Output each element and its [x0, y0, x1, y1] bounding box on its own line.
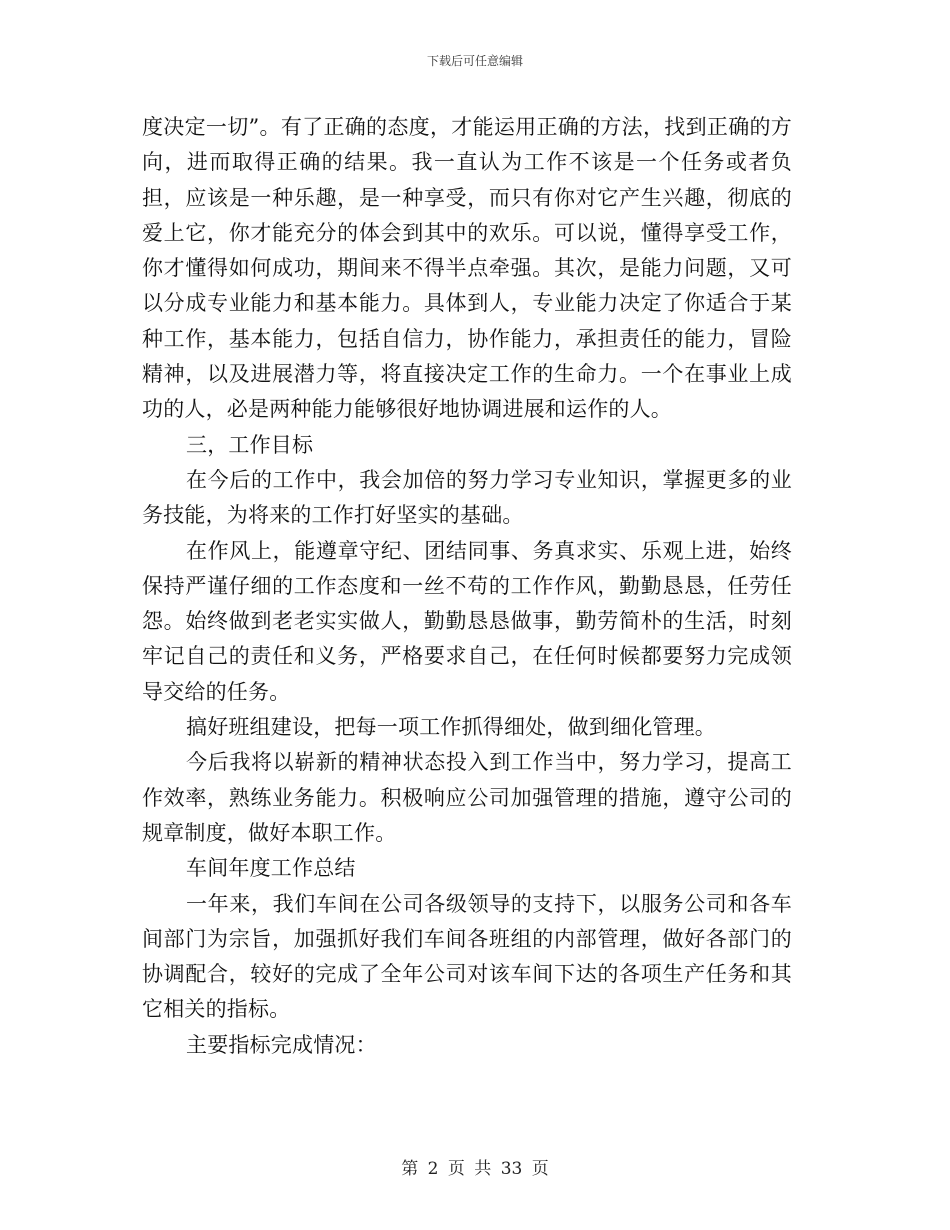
paragraph: 主要指标完成情况： — [186, 1032, 377, 1057]
paragraph: 在今后的工作中，我会加倍的努力学习专业知识，掌握更多的业务技能，为将来的工作打好坚实的基础。 — [142, 467, 792, 528]
paragraph: 在作风上，能遵章守纪、团结同事、务真求实、乐观上进，始终保持严谨仔细的工作态度和一丝不苟的工作作风，勤勤恳恳，任劳任怨。始终做到老老实实做人，勤勤恳恳做事，勤劳简朴的生活，时刻牢记自己的责任和义务，严格要求自己，在任何时候都要努力完成领导交给的任务。 — [142, 538, 792, 704]
paragraph: 度决定一切”。有了正确的态度，才能运用正确的方法，找到正确的方向，进而取得正确的结果。我一直认为工作不该是一个任务或者负担，应该是一种乐趣，是一种享受，而只有你对它产生兴趣，彻底的爱上它，你才能充分的体会到其中的欢乐。可以说，懂得享受工作，你才懂得如何成功，期间来不得半点牵强。其次，是能力问题，又可以分成专业能力和基本能力。具体到人，专业能力决定了你适合于某种工作，基本能力，包括自信力，协作能力，承担责任的能力，冒险精神，以及进展潜力等，将直接决定工作的生命力。一个在事业上成功的人，必是两种能力能够很好地协调进展和运作的人。 — [142, 115, 792, 422]
page-header: 下载后可任意编辑 — [426, 54, 523, 68]
paragraph: 今后我将以崭新的精神状态投入到工作当中，努力学习，提高工作效率，熟练业务能力。积极响应公司加强管理的措施，遵守公司的规章制度，做好本职工作。 — [142, 750, 792, 845]
document-body — [142, 110, 792, 1063]
section-heading: 车间年度工作总结 — [186, 856, 356, 881]
section-heading: 三，工作目标 — [186, 432, 314, 457]
paragraph: 一年来，我们车间在公司各级领导的支持下，以服务公司和各车间部门为宗旨，加强抓好我们车间各班组的内部管理，做好各部门的协调配合，较好的完成了全年公司对该车间下达的各项生产任务和其它相关的指标。 — [142, 891, 792, 1022]
page-footer: 第 2 页 共 33 页 — [401, 1159, 549, 1179]
paragraph: 搞好班组建设，把每一项工作抓得细处，做到细化管理。 — [186, 715, 716, 740]
